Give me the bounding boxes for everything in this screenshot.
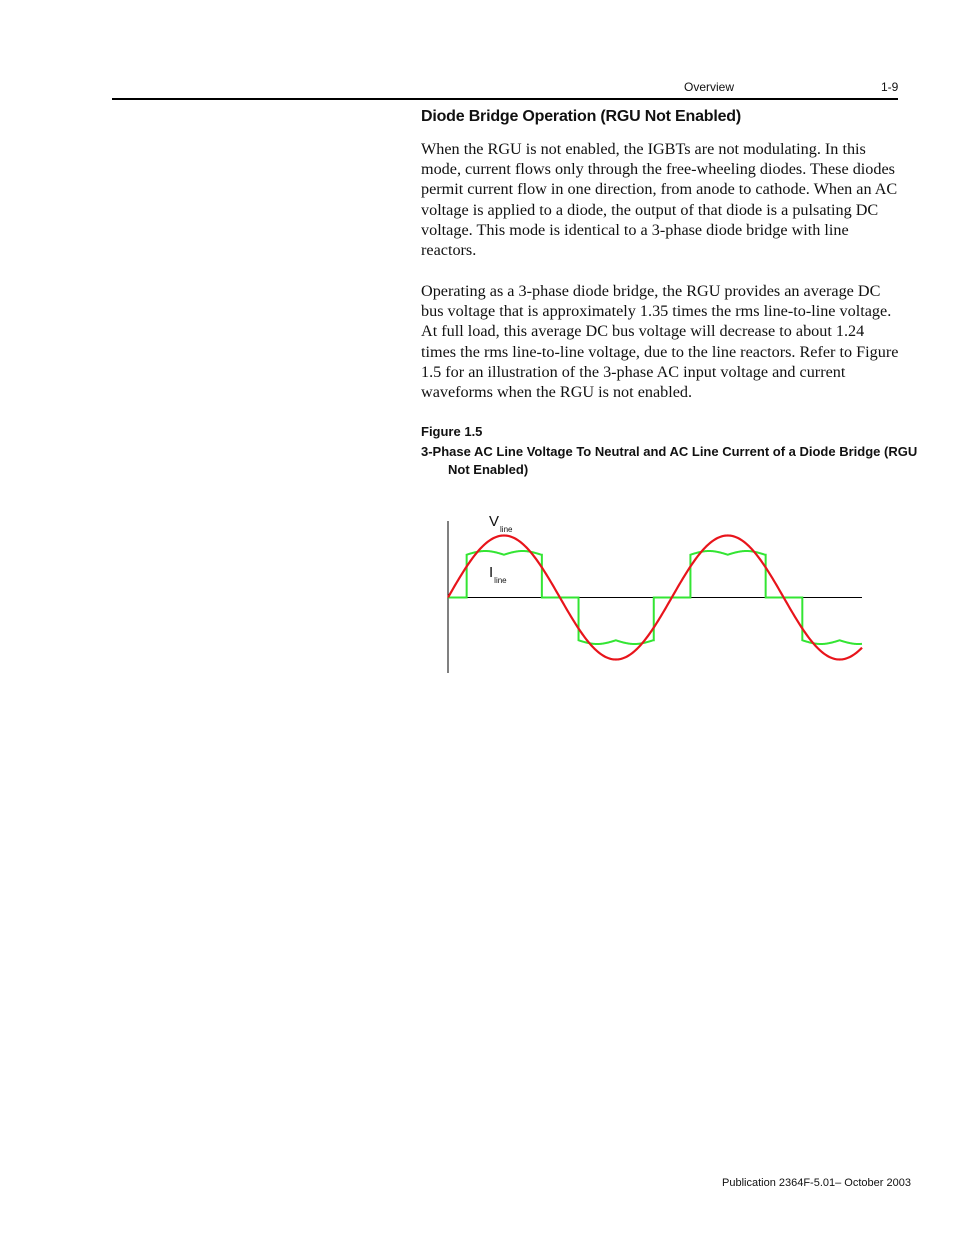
voltage-label: $V_{line}$ [489,513,513,534]
section-heading: Diode Bridge Operation (RGU Not Enabled) [421,108,742,125]
figure-caption: 3-Phase AC Line Voltage To Neutral and AC Line Current of a Diode Bridge (RGU Not Enabled) [421,444,918,477]
page-number: 1-9 [881,80,899,94]
running-header-section: Overview [684,80,735,94]
publication-footer: Publication 2364F-5.01– October 2003 [722,1177,911,1189]
figure-label: Figure 1.5 [421,424,483,439]
body-paragraph-1: When the RGU is not enabled, the IGBTs are not modulating. In this mode, current flows only through the free-wheeling diodes. These diodes permit current flow in one direction, from anode to cathode. When an AC voltage is applied to a diode, the output of that diode is a pulsating DC voltage. This mode is identical to a 3-phase diode bridge with line reactors. [421,140,898,260]
body-paragraph-2: Operating as a 3-phase diode bridge, the RGU provides an average DC bus voltage that is approximately 1.35 times the rms line-to-line voltage. At full load, this average DC bus voltage will decrease to about 1.24 times the rms line-to-line voltage, due to the line reactors. Refer to Figure 1.5 for an illustration of the 3-phase AC input voltage and current waveforms when the RGU is not enabled. [421,282,899,402]
current-label: $I_{line}$ [489,564,507,585]
